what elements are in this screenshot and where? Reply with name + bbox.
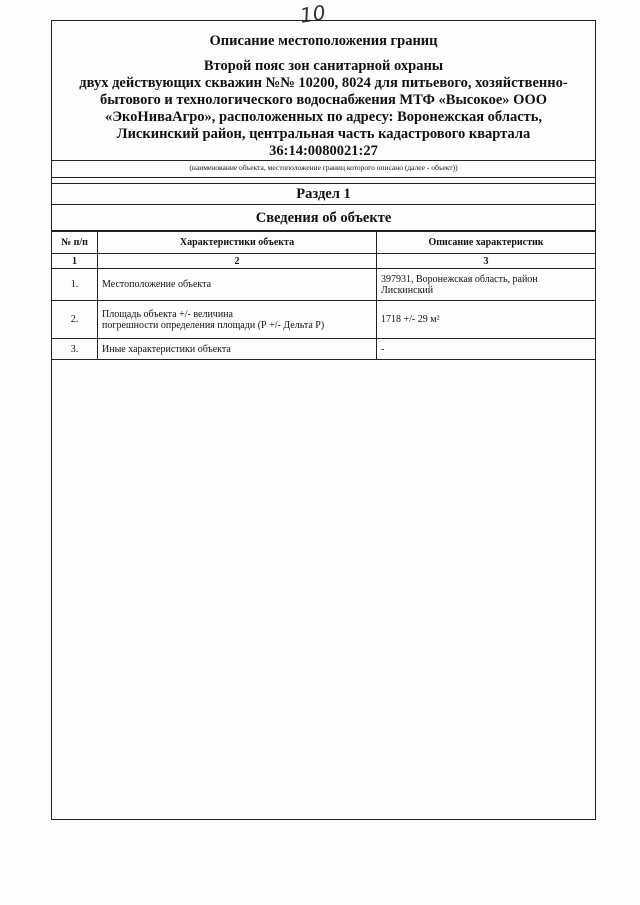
row-characteristic xyxy=(98,301,377,339)
index-cell: 1 xyxy=(52,254,98,269)
row-number: 3. xyxy=(52,339,98,360)
table-row xyxy=(52,269,595,301)
characteristic-line: Площадь объекта +/- величина xyxy=(102,308,233,320)
document-title: Описание местоположения границ xyxy=(209,33,438,49)
table-header-row xyxy=(52,232,595,254)
row-characteristic xyxy=(98,339,377,360)
section-title: Раздел 1 xyxy=(52,184,595,205)
column-header-description: Описание характеристик xyxy=(377,232,596,254)
row-number: 2. xyxy=(52,301,98,339)
object-description xyxy=(52,58,595,160)
table-row xyxy=(52,301,595,339)
column-header-characteristics: Характеристики объекта xyxy=(98,232,377,254)
description-line: 36:14:0080021:27 xyxy=(269,143,378,159)
document-header xyxy=(52,21,595,161)
index-cell: 2 xyxy=(98,254,377,269)
description-text-line: 397931, Воронежская область, район xyxy=(381,273,538,285)
description-line: бытового и технологического водоснабжения МТФ «Высокое» ООО xyxy=(99,92,548,108)
description-line: Второй пояс зон санитарной охраны xyxy=(203,58,444,74)
description-text-line: - xyxy=(381,343,385,355)
description-line: «ЭкоНиваАгро», расположенных по адресу: Воронежская область, xyxy=(104,109,543,125)
description-text-line: Лискинский xyxy=(381,284,434,296)
characteristic-line: Местоположение объекта xyxy=(102,279,212,290)
row-description xyxy=(377,269,596,301)
row-characteristic xyxy=(98,269,377,301)
object-caption: (наименование объекта, местоположение границ которого описано (далее - объект)) xyxy=(52,161,595,178)
row-number: 1. xyxy=(52,269,98,301)
table-row xyxy=(52,339,595,360)
subsection-title: Сведения об объекте xyxy=(52,205,595,231)
index-cell: 3 xyxy=(377,254,596,269)
characteristic-line: Иные характеристики объекта xyxy=(102,343,231,355)
description-line: двух действующих скважин №№ 10200, 8024 для питьевого, хозяйственно- xyxy=(79,75,568,91)
characteristic-line: погрешности определения площади (Р +/- Дельта Р) xyxy=(102,319,325,331)
row-description xyxy=(377,301,596,339)
page-number: 10 xyxy=(298,0,327,28)
column-header-num: № п/п xyxy=(52,232,98,254)
table-index-row xyxy=(52,254,595,269)
document-frame xyxy=(51,20,596,820)
description-text-line: 1718 +/- 29 м² xyxy=(381,314,440,325)
object-info-table xyxy=(52,231,595,360)
row-description xyxy=(377,339,596,360)
description-line: Лискинский район, центральная часть кадастрового квартала xyxy=(116,126,531,142)
